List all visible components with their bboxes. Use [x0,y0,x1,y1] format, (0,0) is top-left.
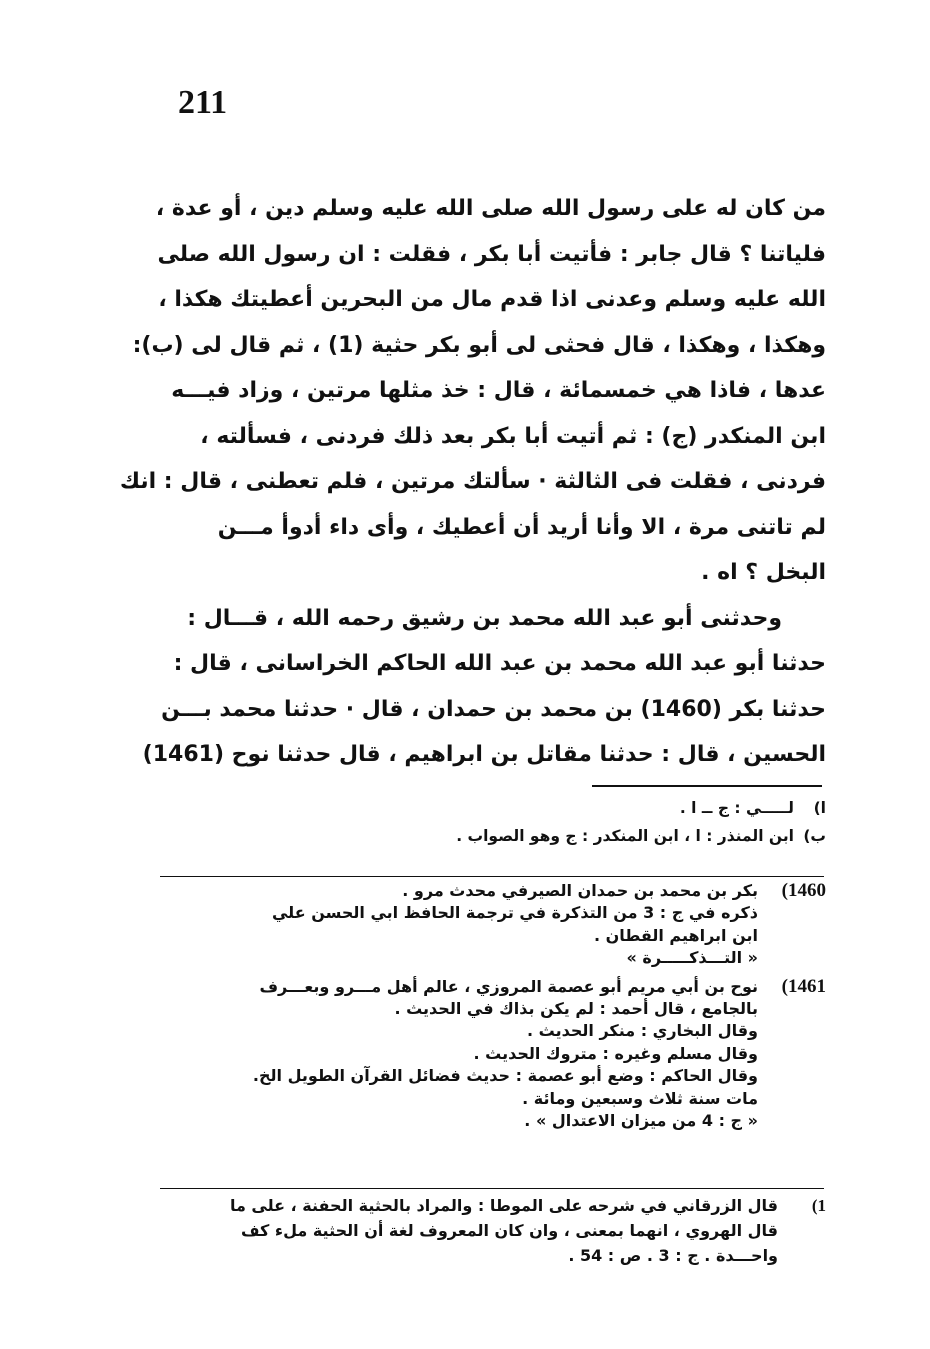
note-line: وقال مسلم وغيره : متروك الحديث . [473,1043,758,1063]
note-line: لـــــي : ج ــ ا . [679,799,794,817]
text-line: فردنى ، فقلت فى الثالثة · سألتك مرتين ، فلم تعطنى ، قال : انك [119,469,826,494]
biography-note [150,976,826,1133]
section-divider [160,876,824,877]
biography-notes [150,880,826,1138]
note-line: قال الهروي ، انهما بمعنى ، وان كان المعروف لغة أن الحثية ملء كف [240,1221,778,1240]
footnote-separator [592,785,822,787]
note-mark: 1) [811,1196,826,1215]
note-body [150,1193,778,1268]
note-mark: ا) [813,799,826,817]
variant-notes [330,794,826,850]
text-line: من كان له على رسول الله صلى الله عليه وسلم دين ، أو عدة ، [155,196,826,221]
text-line: الحسين ، قال : حدثنا مقاتل بن ابراهيم ، قال حدثنا نوح (1461) [142,742,826,767]
note-line: بالجامع ، قال أحمد : لم يكن بذاك في الحديث . [394,999,758,1019]
note-mark: 1460) [781,880,826,901]
text-line: حدثنا بكر (1460) بن محمد بن حمدان ، قال · حدثنا محمد بـــن [161,696,826,722]
text-line: وحدثنى أبو عبد الله محمد بن رشيق رحمه الله ، قـــال : [187,605,782,631]
note-line: مات سنة ثلاث وسبعين ومائة . [522,1088,758,1108]
text-line: عدها ، فاذا هي خمسمائة ، قال : خذ مثلها مرتين ، وزاد فيـــه [171,378,826,403]
note-mark: ب) [803,827,826,845]
section-divider [160,1188,824,1189]
note-line: « ج : 4 من ميزان الاعتدال » . [524,1111,758,1131]
variant-note [330,794,826,822]
note-body [330,794,794,822]
note-line: واحـــدة . ج : 3 . ص : 54 . [568,1246,778,1265]
note-body [150,976,758,1133]
text-line: لم تاتنى مرة ، الا وأنا أريد أن أعطيك ، وأى داء أدوأ مـــن [217,514,826,540]
commentary-note [150,1193,826,1268]
note-line: ذكره في ج : 3 من التذكرة في ترجمة الحافظ ابي الحسن علي [271,903,758,923]
note-body [150,880,758,970]
note-line: « التـــذكـــــرة » [626,948,758,968]
text-line: وهكذا ، وهكذا ، قال فحثى لى أبو بكر حثية (1) ، ثم قال لى (ب): [132,332,826,358]
text-line: الله عليه وسلم وعدنى اذا قدم مال من البحرين أعطيتك هكذا ، [158,287,826,312]
note-line: ابن ابراهيم القطان . [593,925,758,945]
text-line: فلياتنا ؟ قال جابر : فأتيت أبا بكر ، فقلت : ان رسول الله صلى [157,241,826,267]
note-line: نوح بن أبي مريم أبو عصمة المروزي ، عالم أهل مـــرو وبعـــرف [259,976,758,996]
main-text [119,186,826,778]
note-body [330,822,794,850]
note-line: ابن المنذر : ا ، ابن المنكدر : ج وهو الصواب . [456,827,794,845]
commentary-notes [150,1193,826,1268]
note-line: قال الزرقاني في شرحه على الموطا : والمراد بالحثية الحفنة ، على ما [229,1196,778,1215]
note-mark: 1461) [781,975,826,997]
text-line: البخل ؟ اه . [701,560,826,585]
note-line: وقال الحاكم : وضع أبو عصمة : حديث فضائل القرآن الطويل الخ. [252,1066,758,1086]
note-line: وقال البخاري : منكر الحديث . [527,1021,758,1041]
text-line: ابن المنكدر (ج) : ثم أتيت أبا بكر بعد ذلك فردنى ، فسألته ، [200,423,826,449]
biography-note [150,880,826,970]
page-number: 211 [178,84,228,121]
note-line: بكر بن محمد بن حمدان الصيرفي محدث مرو . [402,881,758,900]
text-line: حدثنا أبو عبد الله محمد بن عبد الله الحاكم الخراسانى ، قال : [173,651,826,676]
variant-note [330,822,826,850]
